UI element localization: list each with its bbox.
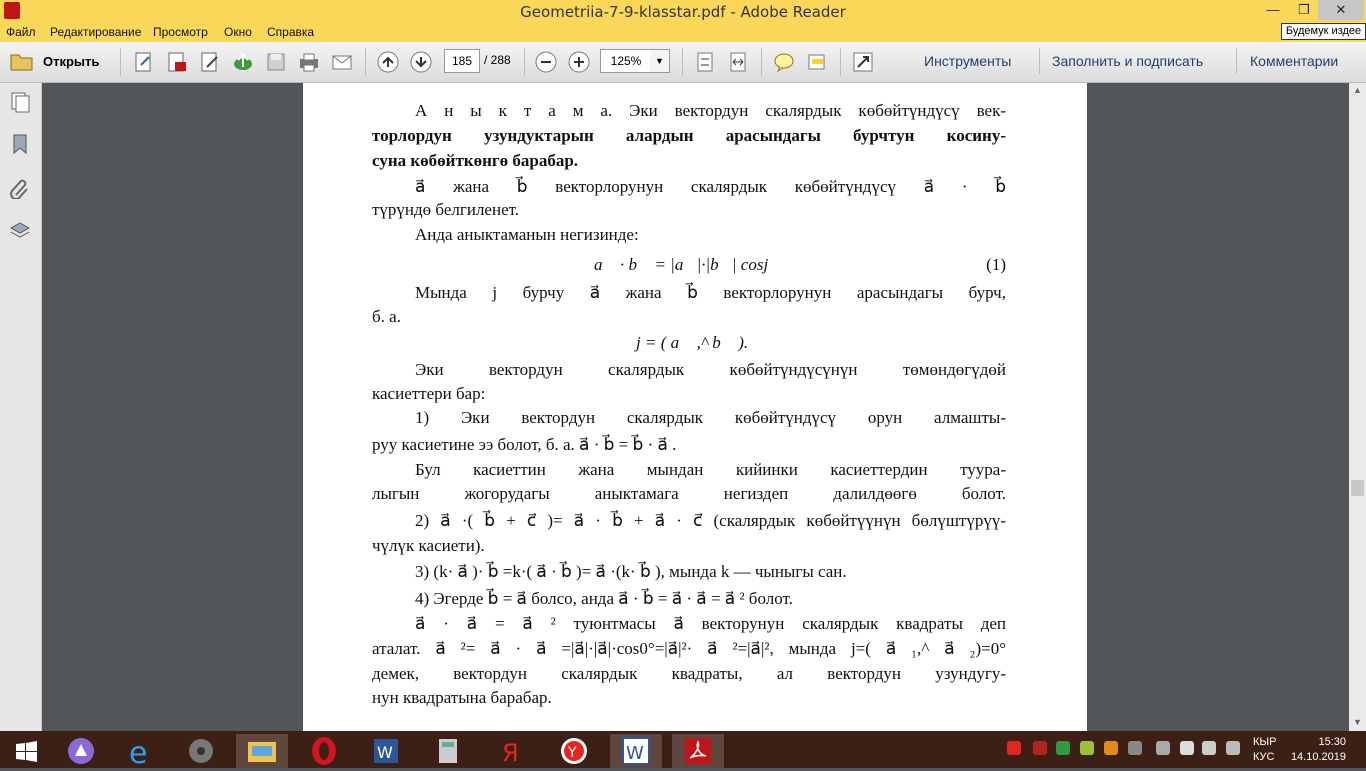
text-line: Эки вектордун скалярдык көбөйтүндүсүнүн төмөндөгүдөй (415, 360, 1006, 379)
network-tray-icon[interactable] (1156, 741, 1170, 755)
text-line: 4) Эгерде b⃗ = a⃗ болсо, анда a⃗ · b⃗ = a⃗ · a⃗ = a⃗ ² болот. (415, 589, 793, 608)
menu-help[interactable]: Справка (267, 25, 315, 39)
formula-1: a⃗ · b⃗ = |a⃗|·|b⃗| cosj (594, 255, 769, 274)
comments-button[interactable]: Комментарии (1250, 53, 1339, 69)
shield-tray-icon[interactable] (1056, 741, 1070, 755)
fill-sign-button[interactable]: Заполнить и подписать (1052, 53, 1204, 69)
menu-window[interactable]: Окно (224, 25, 252, 39)
bookmarks-icon[interactable] (9, 133, 31, 155)
menu-file[interactable]: Файл (6, 25, 36, 39)
notifications-tray-icon[interactable] (1226, 741, 1240, 755)
text-line: суна көбөйткөнгө барабар. (372, 151, 579, 170)
text-line: 2) a⃗ ·( b⃗ + c⃗ )= a⃗ · b⃗ + a⃗ · c⃗ (скалярдык көбөйтүүнүн бөлүштүрүү- (415, 511, 1006, 530)
text-line: б. а. (372, 307, 401, 326)
svg-text:W: W (377, 743, 393, 762)
fullscreen-icon[interactable] (852, 51, 874, 73)
page-thumbnails-icon[interactable] (9, 91, 31, 113)
create-pdf-icon[interactable] (133, 51, 155, 73)
text-line: демек, вектордун скалярдык квадраты, ал вектордун узундугу- (372, 664, 1006, 683)
text-line: руу касиетине ээ болот, б. а. a⃗ · b⃗ = b⃗ · a⃗ . (372, 435, 677, 454)
word-document-icon[interactable] (610, 734, 662, 768)
text-line: Мында j бурчу a⃗ жана b⃗ векторлорунун арасындагы бурч, (415, 283, 1006, 302)
upload-icon[interactable] (232, 51, 254, 73)
word-icon[interactable] (360, 734, 412, 768)
navigation-panel (0, 83, 42, 731)
attachments-icon[interactable] (9, 177, 31, 199)
tooltip: Будемук издее (1281, 23, 1366, 40)
tools-button[interactable]: Инструменты (924, 53, 1012, 69)
text-line: 3) (k· a⃗ )· b⃗ =k·( a⃗ · b⃗ )= a⃗ ·(k· b⃗ ), мында k — чыныгы сан. (415, 562, 847, 581)
zoom-in-icon[interactable] (568, 51, 590, 73)
comment-icon[interactable] (773, 51, 795, 73)
language-indicator[interactable]: КЫР КУС (1253, 736, 1277, 763)
page-number-input[interactable]: 185 (444, 49, 480, 73)
file-explorer-icon[interactable] (236, 734, 288, 768)
formula-number: (1) (986, 255, 1006, 274)
close-button[interactable]: ✕ (1318, 0, 1364, 20)
layers-icon[interactable] (9, 220, 31, 242)
page-total: / 288 (484, 53, 511, 67)
app-tray-icon[interactable] (1080, 741, 1094, 755)
text-line: a⃗ жана b⃗ векторлорунун скалярдык көбөйтүндүсү a⃗ · b⃗ (415, 177, 1006, 196)
email-icon[interactable] (331, 51, 353, 73)
internet-explorer-icon[interactable] (115, 734, 167, 768)
scroll-up-icon[interactable]: ▲ (1353, 85, 1362, 95)
restore-button[interactable]: ❐ (1298, 2, 1310, 17)
export-pdf-icon[interactable] (166, 51, 188, 73)
zoom-dropdown-icon[interactable]: ▼ (650, 49, 670, 73)
next-page-icon[interactable] (410, 51, 432, 73)
text-line: Анда аныктаманын негизинде: (415, 225, 639, 244)
svg-text:Y: Y (568, 745, 577, 761)
window-title: Geometriia-7-9-klasstar.pdf - Adobe Reader (520, 3, 846, 21)
opera-icon[interactable] (298, 734, 350, 768)
clock[interactable]: 15:30 14.10.2019 (1290, 736, 1346, 763)
open-button[interactable]: Открыть (43, 54, 100, 69)
svg-text:e: e (129, 736, 148, 768)
battery-tray-icon[interactable] (1180, 741, 1194, 755)
text-line: торлордун узундуктарын алардын арасындагы бурчтун косину- (372, 126, 1006, 145)
media-player-icon[interactable] (175, 734, 227, 768)
folder-icon[interactable] (10, 50, 34, 72)
yandex-icon[interactable] (485, 734, 537, 768)
calculator-icon[interactable] (422, 734, 474, 768)
zoom-out-icon[interactable] (535, 51, 557, 73)
fit-page-icon[interactable] (694, 51, 716, 73)
vertical-scrollbar[interactable] (1349, 83, 1366, 731)
title-bar (0, 0, 1366, 23)
yandex-tray-icon[interactable] (1007, 741, 1021, 755)
app2-tray-icon[interactable] (1104, 741, 1118, 755)
text-line: түрүндө белгиленет. (372, 200, 520, 219)
fit-width-icon[interactable] (727, 51, 749, 73)
security-tray-icon[interactable] (1033, 741, 1047, 755)
display-tray-icon[interactable] (1128, 741, 1142, 755)
adobe-reader-icon[interactable] (672, 734, 724, 768)
svg-text:W: W (626, 743, 644, 764)
text-line: нун квадратына барабар. (372, 688, 552, 707)
text-line: касиеттери бар: (372, 384, 486, 403)
yandex-browser-icon[interactable] (548, 734, 600, 768)
menu-bar (0, 23, 1366, 42)
print-icon[interactable] (298, 51, 320, 73)
text-line: чүлүк касиети). (372, 536, 485, 555)
formula-angle: j = ( a⃗ ,^ b⃗ ). (636, 333, 749, 352)
text-line: 1) Эки вектордун скалярдык көбөйтүндүсү орун алмашты- (415, 408, 1006, 427)
zoom-input[interactable]: 125% (600, 49, 652, 73)
text-line: А н ы к т а м а. Эки вектордун скалярдык көбөйтүндүсү век- (415, 101, 1006, 120)
highlight-icon[interactable] (806, 51, 828, 73)
scroll-down-icon[interactable]: ▼ (1353, 717, 1362, 727)
prev-page-icon[interactable] (377, 51, 399, 73)
alice-icon[interactable] (55, 734, 107, 768)
scroll-thumb[interactable] (1351, 480, 1364, 496)
text-line: a⃗ · a⃗ = a⃗ ² туюнтмасы a⃗ векторунун скалярдык квадраты деп (415, 614, 1006, 633)
volume-tray-icon[interactable] (1202, 741, 1216, 755)
text-line: аталат. a⃗ ²= a⃗ · a⃗ =|a⃗|·|a⃗|·cos0°=|a⃗|²· a⃗ ²=|a⃗|², мында j=( a⃗ ₁,^ a⃗ ₂)=0° (372, 639, 1006, 658)
menu-edit[interactable]: Редактирование (50, 25, 142, 39)
minimize-button[interactable]: — (1266, 2, 1280, 17)
svg-text:Я: Я (502, 739, 519, 767)
edit-pdf-icon[interactable] (199, 51, 221, 73)
text-line: лыгын жогорудагы аныктамага негиздеп далилдөөгө болот. (372, 484, 1006, 503)
start-button[interactable] (0, 734, 52, 768)
save-icon[interactable] (265, 51, 287, 73)
menu-view[interactable]: Просмотр (153, 25, 208, 39)
text-line: Бул касиеттин жана мындан кийинки касиеттердин туура- (415, 460, 1006, 479)
